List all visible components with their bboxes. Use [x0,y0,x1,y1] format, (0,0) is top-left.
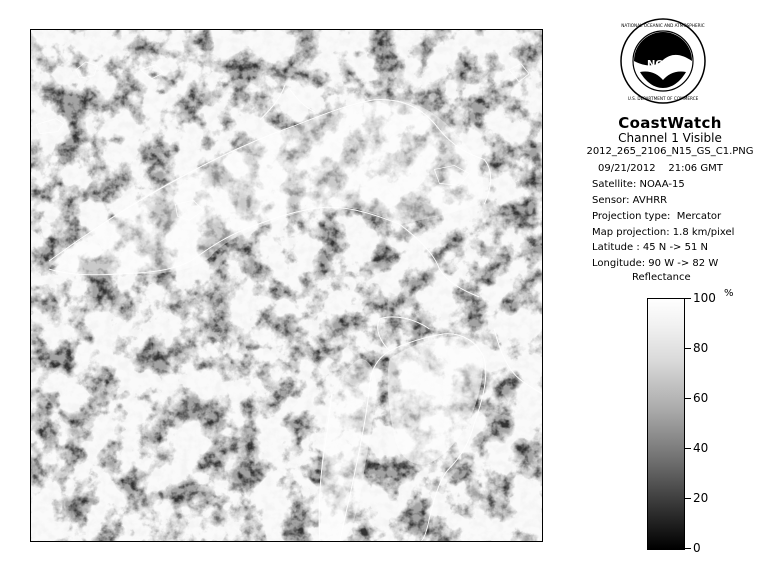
satellite-label: Satellite: NOAA-15 [592,179,685,190]
scale-tick-label: 0 [693,541,701,555]
scale-tick [685,348,691,349]
channel-label: Channel 1 Visible [618,131,722,145]
scale-tick [685,498,691,499]
scale-unit: % [724,288,734,299]
datetime-label: 09/21/2012 21:06 GMT [598,163,723,174]
scale-tick [685,448,691,449]
reflectance-color-bar [647,298,685,550]
satellite-image [30,29,543,542]
scale-tick-label: 20 [693,491,709,505]
filename-label: 2012_265_2106_N15_GS_C1.PNG [586,146,754,157]
scale-tick [685,298,691,299]
svg-text:U.S. DEPARTMENT OF COMMERCE: U.S. DEPARTMENT OF COMMERCE [627,96,699,101]
scale-tick-label: 60 [693,391,709,405]
longitude-label: Longitude: 90 W -> 82 W [592,258,719,269]
noaa-logo [620,18,706,104]
scale-title: Reflectance [632,272,691,283]
scale-tick [685,398,691,399]
projection-type-label: Projection type: Mercator [592,211,722,222]
scale-tick [685,548,691,549]
scale-tick-label: 40 [693,441,709,455]
brand-title: CoastWatch [618,114,722,132]
map-projection-label: Map projection: 1.8 km/pixel [592,227,735,238]
latitude-label: Latitude : 45 N -> 51 N [592,242,708,253]
scale-tick-label: 100 [693,291,716,305]
sensor-label: Sensor: AVHRR [592,195,668,206]
svg-text:NOAA: NOAA [646,59,680,70]
scale-tick-label: 80 [693,341,709,355]
svg-text:NATIONAL OCEANIC AND ATMOSPHER: NATIONAL OCEANIC AND ATMOSPHERIC [621,23,705,28]
cloud-imagery [31,30,542,541]
